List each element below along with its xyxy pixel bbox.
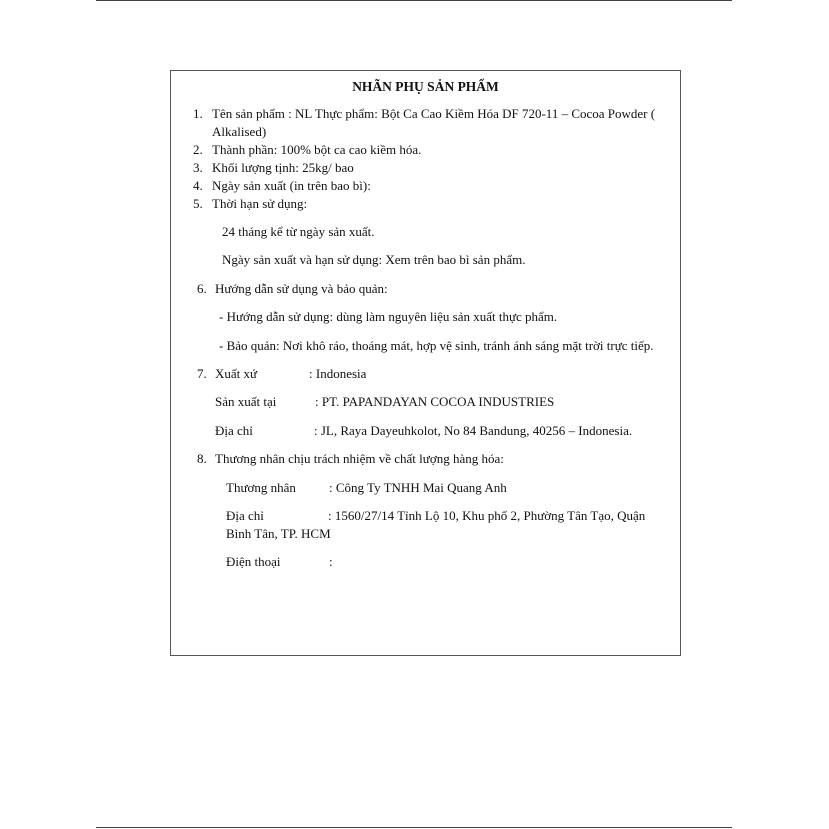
trader-address-value-cont: Bình Tân, TP. HCM: [226, 526, 331, 541]
item-6-text: Hướng dẫn sử dụng và bảo quản:: [215, 281, 388, 296]
item-1-text-cont: Alkalised): [212, 124, 267, 139]
manufacturer-address-value: : JL, Raya Dayeuhkolot, No 84 Bandung, 40256 – Indonesia.: [314, 423, 633, 438]
item-6-storage: - Bảo quản: Nơi khô ráo, thoáng mát, hợp vệ sinh, tránh ánh sáng mặt trời trực tiếp.: [219, 338, 654, 353]
product-label-box: [170, 70, 681, 656]
top-rule: [96, 0, 732, 1]
phone-value: :: [329, 554, 333, 569]
item-6-usage: - Hướng dẫn sử dụng: dùng làm nguyên liệu sản xuất thực phẩm.: [219, 309, 558, 324]
manufacturer-address-label: Địa chỉ: [215, 423, 253, 438]
item-1-text: Tên sản phẩm : NL Thực phẩm: Bột Ca Cao Kiềm Hóa DF 720-11 – Cocoa Powder (: [212, 106, 656, 121]
phone-label: Điện thoại: [226, 554, 281, 569]
made-in-value: : PT. PAPANDAYAN COCOA INDUSTRIES: [315, 394, 555, 409]
item-4-text: Ngày sản xuất (in trên bao bì):: [212, 178, 371, 193]
item-6-number: 6.: [197, 281, 207, 296]
item-5-date-note: Ngày sản xuất và hạn sử dụng: Xem trên bao bì sản phẩm.: [222, 252, 526, 267]
label-title: NHÃN PHỤ SẢN PHẨM: [352, 79, 499, 94]
item-2-number: 2.: [193, 142, 203, 157]
made-in-label: Sản xuất tại: [215, 394, 277, 409]
trader-label: Thương nhân: [226, 480, 296, 495]
item-3-number: 3.: [193, 160, 203, 175]
item-2-text: Thành phần: 100% bột ca cao kiềm hóa.: [212, 142, 422, 157]
item-7-number: 7.: [197, 366, 207, 381]
origin-label: Xuất xứ: [215, 366, 258, 381]
item-5-text: Thời hạn sử dụng:: [212, 196, 308, 211]
trader-address-value: : 1560/27/14 Tỉnh Lộ 10, Khu phố 2, Phường Tân Tạo, Quận: [328, 508, 646, 523]
item-1-number: 1.: [193, 106, 203, 121]
item-5-shelf-life: 24 tháng kể từ ngày sản xuất.: [222, 224, 375, 239]
item-3-text: Khối lượng tịnh: 25kg/ bao: [212, 160, 354, 175]
item-4-number: 4.: [193, 178, 203, 193]
item-8-text: Thương nhân chịu trách nhiệm về chất lượng hàng hóa:: [215, 451, 504, 466]
bottom-rule: [96, 827, 732, 828]
item-5-number: 5.: [193, 196, 203, 211]
trader-address-label: Địa chỉ: [226, 508, 264, 523]
origin-value: : Indonesia: [309, 366, 367, 381]
trader-value: : Công Ty TNHH Mai Quang Anh: [329, 480, 507, 495]
item-8-number: 8.: [197, 451, 207, 466]
